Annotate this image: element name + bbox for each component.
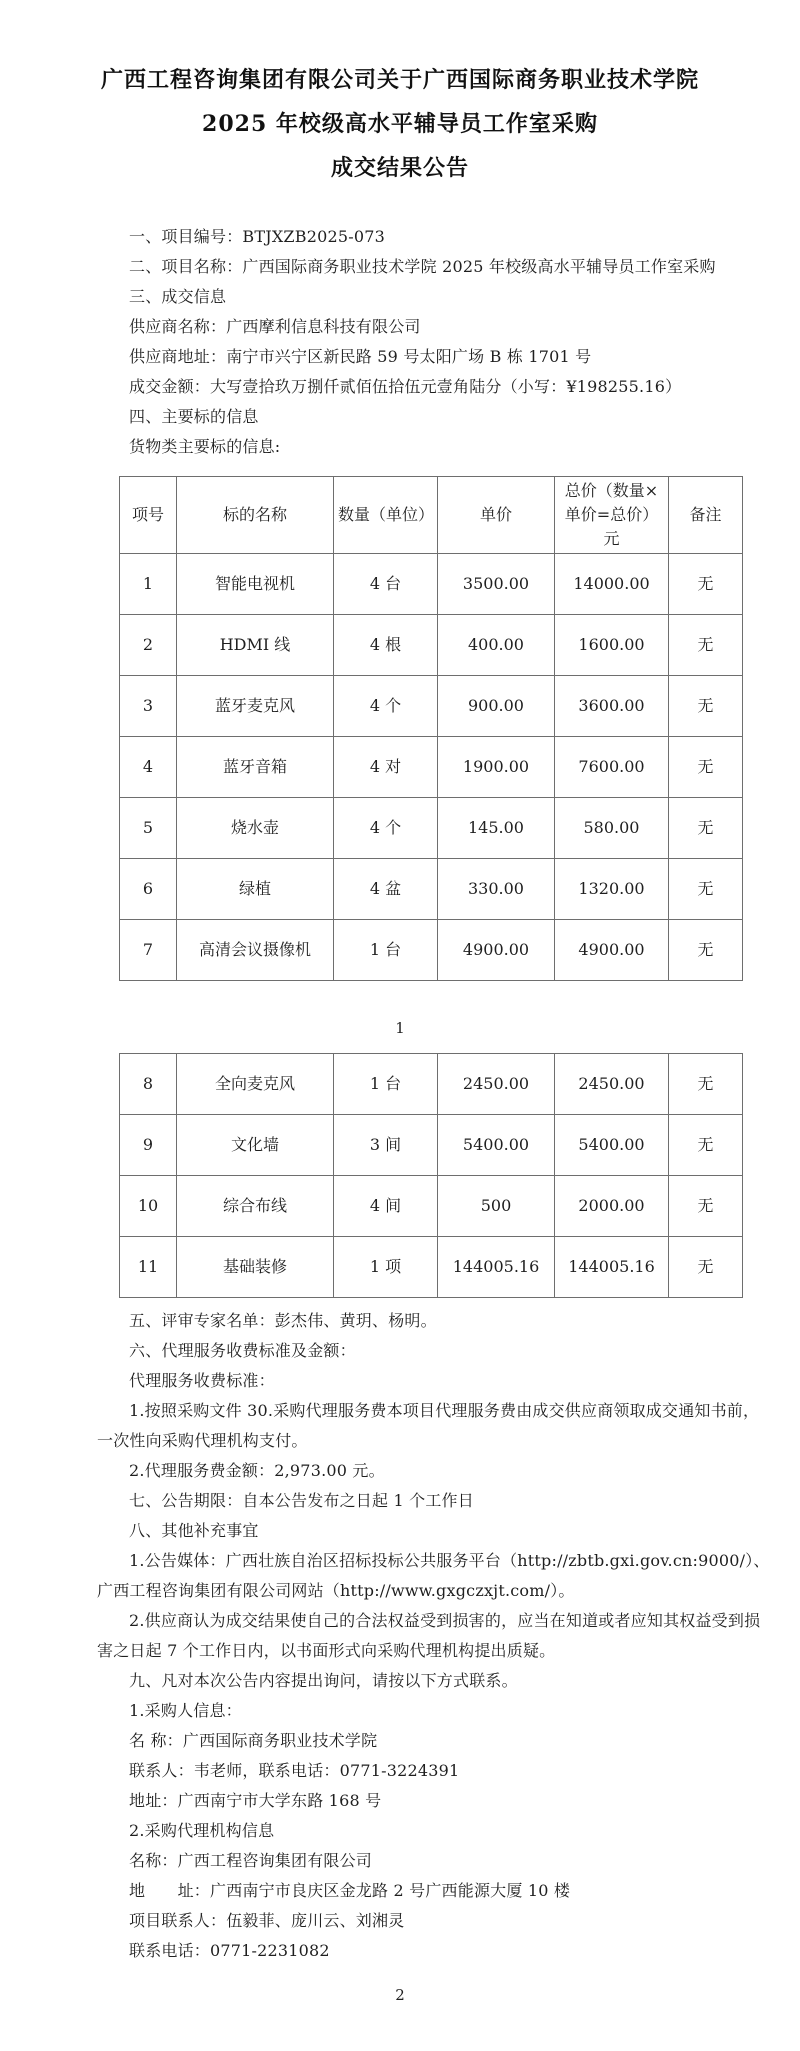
section-heading-agency-fee: 六、代理服务收费标准及金额： [129,1341,356,1360]
table-row [120,615,743,676]
cell-unit-price: 330.00 [438,859,555,920]
column-header-total-price: 总价（数量×单价=总价）元 [555,477,669,554]
cell-unit-price: 145.00 [438,798,555,859]
table-row [120,1115,743,1176]
table-row [120,1176,743,1237]
cell-unit-price: 900.00 [438,676,555,737]
table-row [120,554,743,615]
cell-total-price: 4900.00 [555,920,669,981]
document-title [0,0,800,190]
section-heading-contact: 九、凡对本次公告内容提出询问，请按以下方式联系。 [129,1671,518,1690]
objection-clause-line2: 害之日起 7 个工作日内，以书面形式向采购代理机构提出质疑。 [97,1641,556,1660]
cell-item-name: 文化墙 [177,1115,334,1176]
agency-name: 名称：广西工程咨询集团有限公司 [129,1851,373,1870]
cell-total-price: 3600.00 [555,676,669,737]
cell-remark: 无 [669,1054,743,1115]
purchaser-contact: 联系人：韦老师，联系电话：0771-3224391 [129,1761,460,1780]
agency-info-label: 2.采购代理机构信息 [129,1821,275,1840]
purchaser-name: 名 称：广西国际商务职业技术学院 [129,1731,378,1750]
field-project-number: 一、项目编号：BTJXZB2025-073 [129,227,385,246]
cell-item-name: 综合布线 [177,1176,334,1237]
cell-item-no: 2 [120,615,177,676]
cell-total-price: 2000.00 [555,1176,669,1237]
title-line-3: 成交结果公告 [330,155,469,181]
cell-item-name: 全向麦克风 [177,1054,334,1115]
cell-quantity: 4 个 [334,798,438,859]
page-number-2: 2 [395,1986,405,2004]
cell-item-no: 10 [120,1176,177,1237]
field-project-name: 二、项目名称：广西国际商务职业技术学院 2025 年校级高水平辅导员工作室采购 [129,257,716,276]
goods-table-page1 [119,476,743,981]
cell-item-name: 蓝牙麦克风 [177,676,334,737]
cell-item-no: 1 [120,554,177,615]
cell-item-name: 高清会议摄像机 [177,920,334,981]
cell-item-name: 蓝牙音箱 [177,737,334,798]
column-header-item-name: 标的名称 [177,477,334,554]
field-supplier-address: 供应商地址：南宁市兴宁区新民路 59 号太阳广场 B 栋 1701 号 [129,347,592,366]
cell-item-name: 烧水壶 [177,798,334,859]
cell-item-name: 智能电视机 [177,554,334,615]
cell-total-price: 144005.16 [555,1237,669,1298]
cell-item-name: 绿植 [177,859,334,920]
cell-unit-price: 5400.00 [438,1115,555,1176]
section-heading-deal-info: 三、成交信息 [129,287,227,306]
objection-clause-line1: 2.供应商认为成交结果使自己的合法权益受到损害的，应当在知道或者应知其权益受到损 [129,1611,761,1630]
goods-table-caption: 货物类主要标的信息: [129,437,281,456]
table-row [120,859,743,920]
section-heading-main-subject: 四、主要标的信息 [129,407,259,426]
table-row [120,676,743,737]
cell-remark: 无 [669,859,743,920]
cell-total-price: 2450.00 [555,1054,669,1115]
cell-unit-price: 400.00 [438,615,555,676]
title-line-1: 广西工程咨询集团有限公司关于广西国际商务职业技术学院 [100,67,699,93]
section-heading-other-matters: 八、其他补充事宜 [129,1521,259,1540]
agency-fee-standard-label: 代理服务收费标准： [129,1371,275,1390]
cell-unit-price: 1900.00 [438,737,555,798]
cell-quantity: 4 盆 [334,859,438,920]
cell-quantity: 4 间 [334,1176,438,1237]
page-number-1: 1 [395,1019,405,1037]
cell-total-price: 7600.00 [555,737,669,798]
agency-address: 地 址：广西南宁市良庆区金龙路 2 号广西能源大厦 10 楼 [129,1881,571,1900]
intro-section [0,222,800,462]
table-row [120,920,743,981]
cell-item-name: 基础装修 [177,1237,334,1298]
cell-item-no: 11 [120,1237,177,1298]
cell-item-no: 8 [120,1054,177,1115]
cell-total-price: 1320.00 [555,859,669,920]
cell-quantity: 1 台 [334,920,438,981]
cell-total-price: 1600.00 [555,615,669,676]
cell-quantity: 3 间 [334,1115,438,1176]
table-row [120,737,743,798]
column-header-unit-price: 单价 [438,477,555,554]
cell-total-price: 14000.00 [555,554,669,615]
cell-remark: 无 [669,615,743,676]
agency-fee-clause-line2: 一次性向采购代理机构支付。 [97,1431,308,1450]
cell-remark: 无 [669,676,743,737]
cell-remark: 无 [669,798,743,859]
cell-item-no: 6 [120,859,177,920]
cell-item-no: 9 [120,1115,177,1176]
column-header-quantity: 数量（单位） [334,477,438,554]
agency-fee-amount: 2.代理服务费金额：2,973.00 元。 [129,1461,385,1480]
cell-item-no: 3 [120,676,177,737]
cell-item-no: 5 [120,798,177,859]
cell-remark: 无 [669,1237,743,1298]
purchaser-info-label: 1.采购人信息： [129,1701,242,1720]
announcement-media-line2: 广西工程咨询集团有限公司网站（http://www.gxgczxjt.com/）。 [97,1581,575,1600]
title-line-2: 2025 年校级高水平辅导员工作室采购 [202,111,598,137]
goods-table-page2 [119,1053,743,1298]
cell-quantity: 4 个 [334,676,438,737]
cell-unit-price: 4900.00 [438,920,555,981]
cell-item-name: HDMI 线 [177,615,334,676]
cell-quantity: 1 项 [334,1237,438,1298]
section-announcement-period: 七、公告期限：自本公告发布之日起 1 个工作日 [129,1491,474,1510]
cell-unit-price: 3500.00 [438,554,555,615]
cell-total-price: 5400.00 [555,1115,669,1176]
cell-quantity: 4 台 [334,554,438,615]
outro-section [0,1306,800,1966]
table-row [120,798,743,859]
cell-remark: 无 [669,1115,743,1176]
cell-unit-price: 144005.16 [438,1237,555,1298]
table-row [120,1237,743,1298]
agency-phone: 联系电话：0771-2231082 [129,1941,330,1960]
cell-quantity: 4 根 [334,615,438,676]
cell-remark: 无 [669,554,743,615]
field-supplier-name: 供应商名称：广西摩利信息科技有限公司 [129,317,421,336]
column-header-item-no: 项号 [120,477,177,554]
cell-item-no: 4 [120,737,177,798]
table-row [120,1054,743,1115]
agency-fee-clause-line1: 1.按照采购文件 30.采购代理服务费本项目代理服务费由成交供应商领取成交通知书前， [129,1401,760,1420]
field-expert-list: 五、评审专家名单：彭杰伟、黄玥、杨明。 [129,1311,437,1330]
cell-unit-price: 500 [438,1176,555,1237]
goods-table-header-row [120,477,743,554]
cell-quantity: 1 台 [334,1054,438,1115]
cell-quantity: 4 对 [334,737,438,798]
announcement-media-line1: 1.公告媒体：广西壮族自治区招标投标公共服务平台（http://zbtb.gxi.gov.cn:9000/）、 [129,1551,770,1570]
purchaser-address: 地址：广西南宁市大学东路 168 号 [129,1791,382,1810]
cell-remark: 无 [669,1176,743,1237]
cell-remark: 无 [669,920,743,981]
cell-remark: 无 [669,737,743,798]
cell-total-price: 580.00 [555,798,669,859]
cell-item-no: 7 [120,920,177,981]
column-header-remark: 备注 [669,477,743,554]
cell-unit-price: 2450.00 [438,1054,555,1115]
field-deal-amount: 成交金额：大写壹拾玖万捌仟贰佰伍拾伍元壹角陆分（小写：¥198255.16） [129,377,682,396]
agency-project-contacts: 项目联系人：伍毅菲、庞川云、刘湘灵 [129,1911,405,1930]
